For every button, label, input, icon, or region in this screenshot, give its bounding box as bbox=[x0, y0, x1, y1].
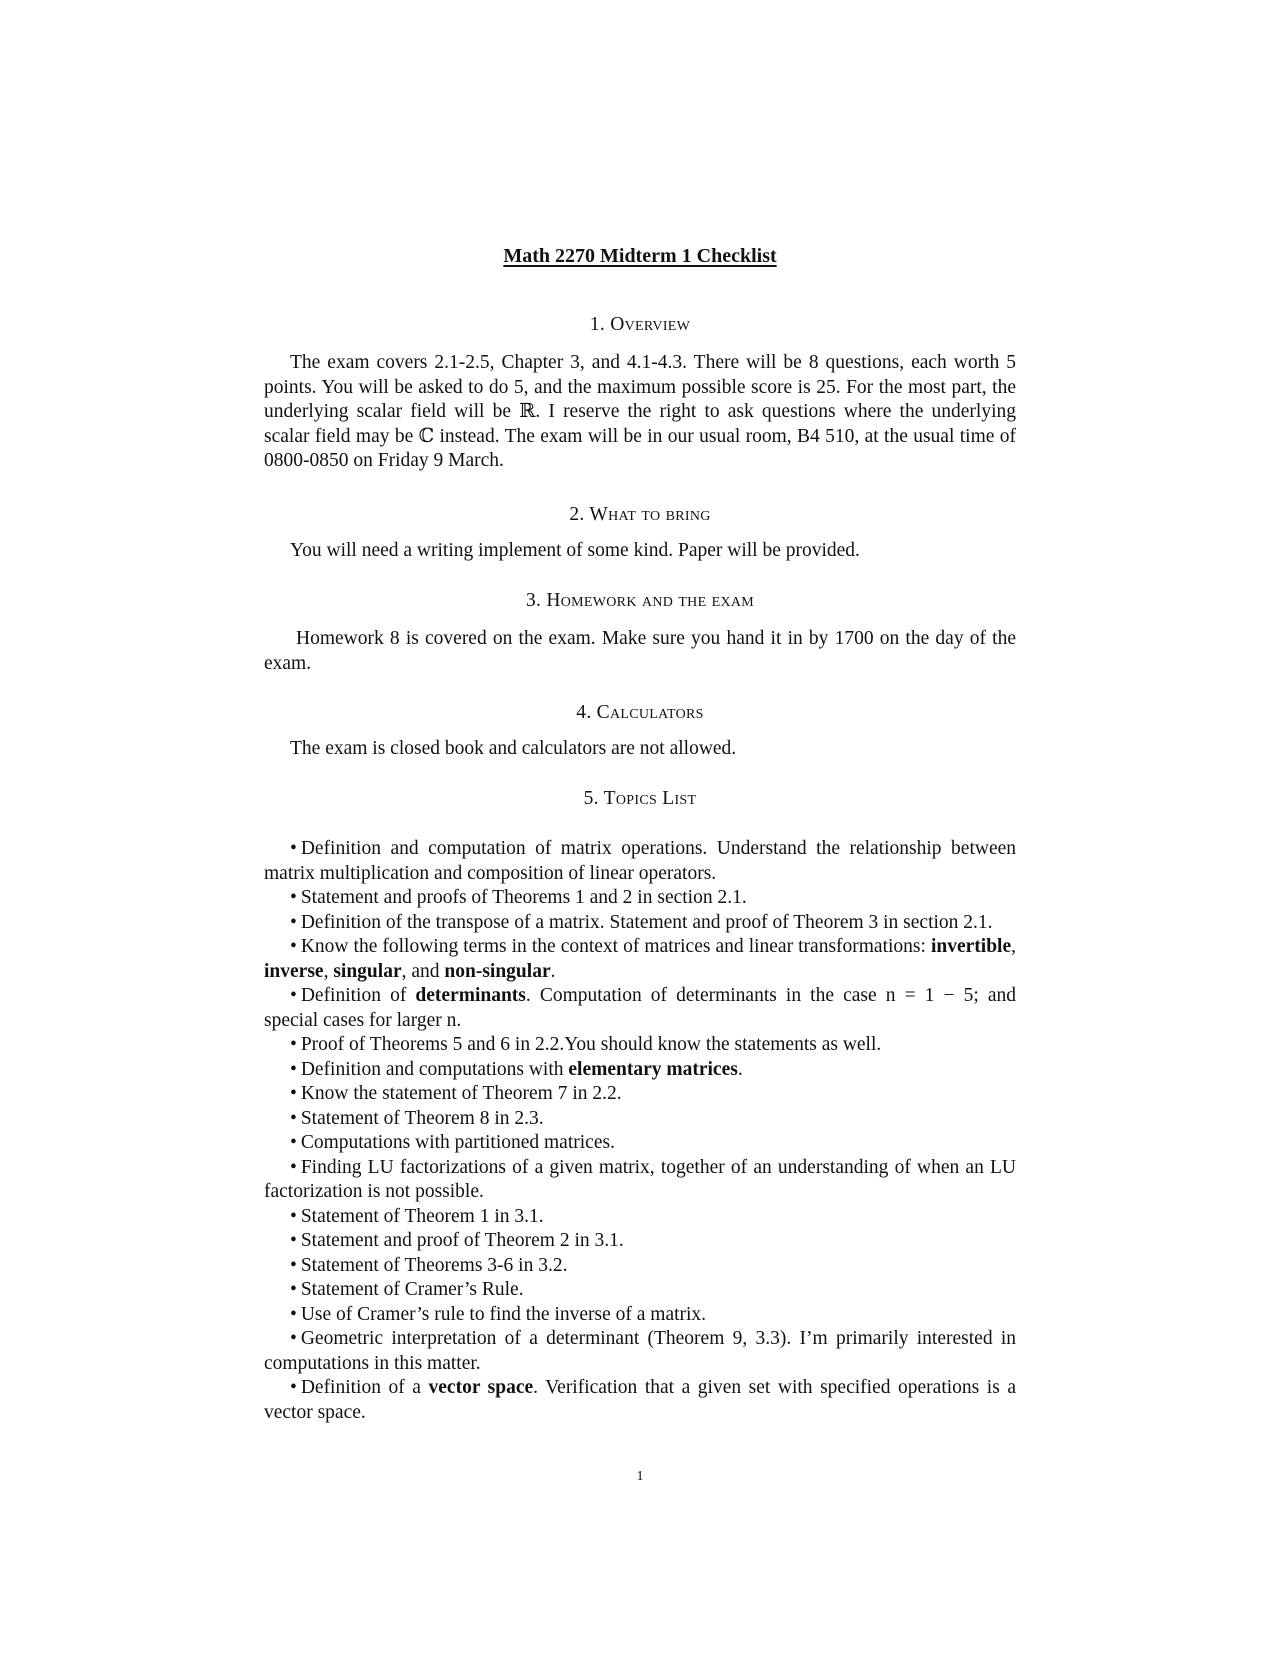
term-invertible: invertible bbox=[930, 936, 1012, 957]
topic-item: • Definition of determinants. Computation of determinants in the case n = 1 − 5; and special cases for larger n. bbox=[264, 985, 1016, 1031]
bullet-icon: • bbox=[290, 1156, 297, 1178]
topic-item: • Definition and computation of matrix operations. Understand the relationship between matrix multiplication and composition of linear operators. bbox=[264, 838, 1016, 884]
section-heading-homework: 3. Homework and the exam bbox=[525, 590, 755, 611]
bullet-icon: • bbox=[290, 1230, 297, 1251]
bullet-icon: • bbox=[290, 1328, 297, 1349]
bullet-icon: • bbox=[290, 985, 297, 1006]
bullet-icon: • bbox=[290, 1034, 297, 1055]
topic-item: • Use of Cramer’s rule to find the inverse of a matrix. bbox=[290, 1303, 707, 1325]
bullet-icon: • bbox=[290, 911, 297, 933]
term-elementary-matrices: elementary matrices bbox=[568, 1058, 738, 1080]
bullet-icon: • bbox=[290, 1083, 297, 1104]
section-body-bring: You will need a writing implement of some kind. Paper will be provided. bbox=[290, 540, 860, 561]
topic-item: • Definition of a vector space. Verification that a given set with specified operations is a vector space. bbox=[264, 1377, 1016, 1423]
topic-item: • Computations with partitioned matrices. bbox=[290, 1132, 615, 1153]
section-body-overview: The exam covers 2.1-2.5, Chapter 3, and 4.1-4.3. There will be 8 questions, each worth 5 points. You will be asked to do 5, and the maximum possible score is 25. For the most part, the underlying scalar field will be ℝ. I reserve the right to ask questions where the underlying scalar field may be ℂ instead. The exam will be in our usual room, B4 510, at the usual time of 0800-0850 on Friday 9 March. bbox=[264, 352, 1016, 471]
topic-item: • Statement and proofs of Theorems 1 and 2 in section 2.1. bbox=[290, 887, 747, 908]
topic-item: • Statement of Theorems 3-6 in 3.2. bbox=[290, 1254, 568, 1276]
topic-item: • Geometric interpretation of a determinant (Theorem 9, 3.3). I’m primarily interested in computations in this matter. bbox=[264, 1328, 1016, 1374]
bullet-icon: • bbox=[290, 887, 297, 908]
bullet-icon: • bbox=[290, 1279, 297, 1300]
topic-item: • Finding LU factorizations of a given matrix, together of an understanding of when an LU factorization is not possible. bbox=[264, 1156, 1016, 1202]
topic-item: • Proof of Theorems 5 and 6 in 2.2.You should know the statements as well. bbox=[290, 1034, 882, 1055]
page-title: Math 2270 Midterm 1 Checklist bbox=[503, 245, 777, 267]
bullet-icon: • bbox=[290, 1377, 297, 1398]
topic-item: • Definition of the transpose of a matrix. Statement and proof of Theorem 3 in section 2.1. bbox=[290, 911, 993, 933]
bullet-icon: • bbox=[290, 1205, 297, 1227]
bullet-icon: • bbox=[290, 1107, 297, 1129]
bullet-icon: • bbox=[290, 1132, 297, 1153]
topic-item: • Know the statement of Theorem 7 in 2.2. bbox=[290, 1083, 622, 1104]
term-vector-space: vector space bbox=[428, 1377, 534, 1398]
term-determinants: determinants bbox=[415, 985, 526, 1006]
bullet-icon: • bbox=[290, 1058, 297, 1080]
section-heading-bring: 2. What to bring bbox=[569, 504, 711, 525]
topics-list bbox=[264, 837, 1016, 1425]
bullet-icon: • bbox=[290, 1303, 297, 1325]
topic-item: • Statement and proof of Theorem 2 in 3.1. bbox=[290, 1230, 624, 1251]
topic-item: • Know the following terms in the context of matrices and linear transformations: invertible, inverse, singular, and non-singular. bbox=[264, 936, 1016, 982]
term-singular: singular bbox=[333, 960, 402, 982]
bullet-icon: • bbox=[290, 838, 297, 859]
section-body-homework: Homework 8 is covered on the exam. Make sure you hand it in by 1700 on the day of the exam. bbox=[264, 628, 1016, 674]
topic-item: • Statement of Theorem 8 in 2.3. bbox=[290, 1107, 544, 1129]
topic-item: • Statement of Cramer’s Rule. bbox=[290, 1279, 524, 1300]
section-heading-overview: 1. Overview bbox=[589, 314, 691, 335]
section-heading-calculators: 4. Calculators bbox=[576, 702, 704, 723]
section-heading-topics: 5. Topics List bbox=[583, 788, 697, 809]
bullet-icon: • bbox=[290, 1254, 297, 1276]
section-body-calculators: The exam is closed book and calculators are not allowed. bbox=[290, 738, 737, 759]
topic-item: • Definition and computations with elementary matrices. bbox=[290, 1058, 743, 1080]
page-number: 1 bbox=[636, 1469, 644, 1484]
term-inverse: inverse bbox=[264, 960, 324, 982]
topic-item: • Statement of Theorem 1 in 3.1. bbox=[290, 1205, 544, 1227]
bullet-icon: • bbox=[290, 936, 297, 957]
term-non-singular: non-singular bbox=[444, 960, 551, 982]
